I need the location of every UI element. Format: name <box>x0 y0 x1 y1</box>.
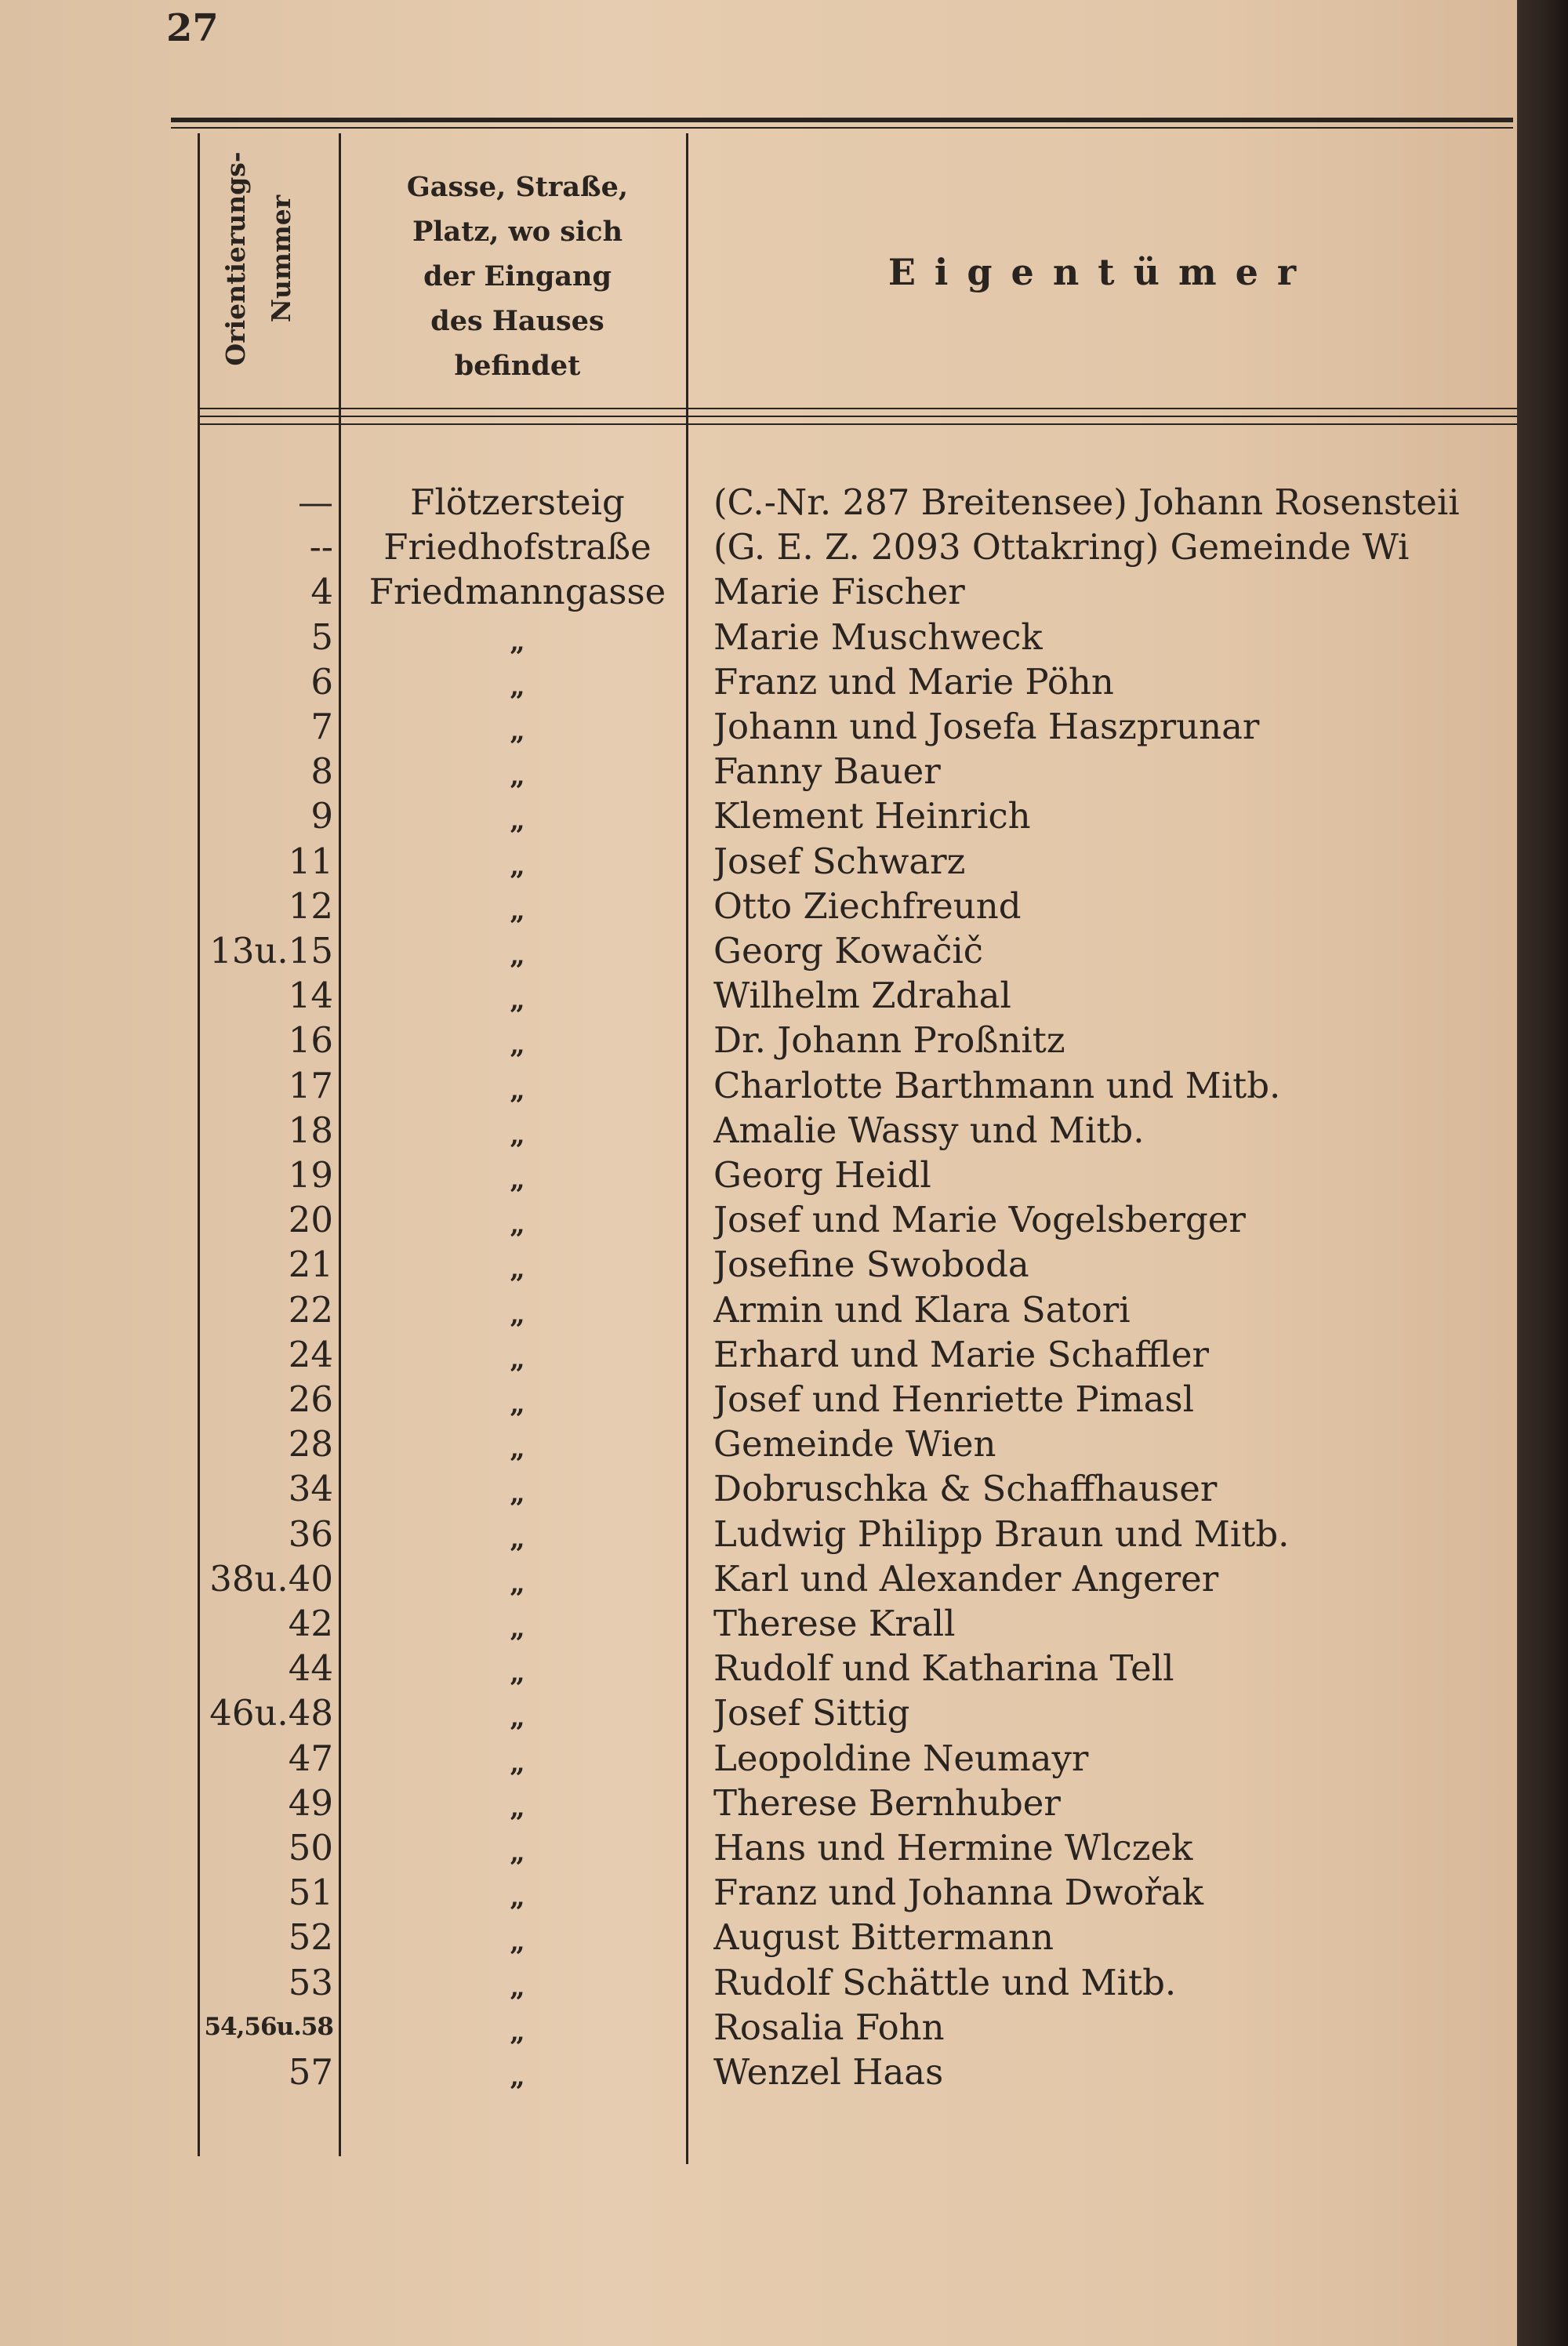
street-name: „ <box>510 1882 525 1914</box>
table-row <box>0 1556 1517 1601</box>
house-number: 19 <box>288 1154 333 1196</box>
house-number: 54,56u.58 <box>204 2012 333 2041</box>
top-rule-thin <box>171 127 1513 129</box>
table-row <box>0 2005 1517 2050</box>
header-owner-label: Eigentümer <box>887 251 1316 293</box>
house-number: 5 <box>310 616 333 658</box>
table-row <box>0 1332 1517 1377</box>
owner-name: Dr. Johann Proßnitz <box>713 1019 1065 1062</box>
table-row <box>0 1422 1517 1466</box>
owner-name: Erhard und Marie Schaffler <box>713 1333 1209 1375</box>
street-name: „ <box>510 626 525 658</box>
owner-name: Leopoldine Neumayr <box>713 1737 1089 1779</box>
table-row <box>0 1781 1517 1825</box>
house-number: 12 <box>288 884 333 927</box>
house-number: 36 <box>288 1513 333 1555</box>
table-row <box>0 1870 1517 1915</box>
owner-name: Georg Heidl <box>713 1154 931 1196</box>
house-number: 4 <box>310 571 333 613</box>
house-number: 16 <box>288 1019 333 1062</box>
house-number: 20 <box>288 1199 333 1241</box>
street-name: „ <box>510 1254 525 1286</box>
street-name: „ <box>510 985 525 1017</box>
house-number: 49 <box>288 1781 333 1824</box>
owner-name: Armin und Klara Satori <box>713 1288 1131 1331</box>
owner-name: Dobruschka & Schaffhauser <box>713 1468 1218 1510</box>
street-name: „ <box>510 1074 525 1106</box>
table-row <box>0 1377 1517 1422</box>
owner-name: Josef und Henriette Pimasl <box>713 1378 1195 1420</box>
owner-name: Therese Bernhuber <box>713 1781 1061 1824</box>
street-name: „ <box>510 1792 525 1824</box>
table-row <box>0 884 1517 928</box>
owner-name: Josef Schwarz <box>713 840 966 882</box>
street-name: „ <box>510 1613 525 1644</box>
street-name: „ <box>510 1164 525 1196</box>
owner-name: Rosalia Fohn <box>713 2006 945 2048</box>
owner-name: Karl und Alexander Angerer <box>713 1557 1219 1600</box>
owner-name: Ludwig Philipp Braun und Mitb. <box>713 1513 1290 1555</box>
street-name: „ <box>510 1837 525 1868</box>
table-row <box>0 1197 1517 1242</box>
table-row <box>0 794 1517 838</box>
street-name: „ <box>510 1523 525 1555</box>
table-row <box>0 615 1517 659</box>
street-name: „ <box>510 1702 525 1734</box>
table-row <box>0 1690 1517 1735</box>
house-number: 47 <box>288 1737 333 1779</box>
street-name: „ <box>510 940 525 971</box>
house-number: 42 <box>288 1603 333 1644</box>
owner-name: Klement Heinrich <box>713 795 1031 837</box>
table-row <box>0 704 1517 749</box>
street-name: „ <box>510 1343 525 1375</box>
table-row <box>0 1512 1517 1556</box>
owner-name: August Bittermann <box>713 1916 1054 1959</box>
table-row <box>0 569 1517 614</box>
table-row <box>0 1108 1517 1153</box>
street-name: „ <box>510 1433 525 1465</box>
table-row <box>0 1646 1517 1690</box>
house-number: 9 <box>310 795 333 837</box>
house-number: 11 <box>288 840 333 882</box>
street-name: „ <box>510 716 525 747</box>
house-number: 24 <box>288 1333 333 1375</box>
top-rule <box>171 118 1513 122</box>
header-rule-3 <box>200 423 1517 425</box>
owner-name: Charlotte Barthmann und Mitb. <box>713 1064 1281 1106</box>
table-row <box>0 839 1517 884</box>
table-row <box>0 1018 1517 1062</box>
street-name: „ <box>510 1209 525 1241</box>
table-row <box>0 2050 1517 2094</box>
street-name: „ <box>510 1971 525 2003</box>
house-number: 22 <box>288 1288 333 1331</box>
table-row <box>0 1466 1517 1511</box>
header-number-column <box>200 133 318 384</box>
house-number: 17 <box>288 1064 333 1106</box>
street-name: „ <box>510 895 525 927</box>
street-name: „ <box>510 1478 525 1510</box>
street-name: „ <box>510 1298 525 1331</box>
owner-name: Fanny Bauer <box>713 750 941 793</box>
street-name: „ <box>510 850 525 882</box>
street-name: Friedhofstraße <box>383 526 652 568</box>
header-street-column <box>345 165 690 388</box>
street-name: „ <box>510 1567 525 1600</box>
owner-name: Josefine Swoboda <box>713 1244 1029 1286</box>
owner-name: Rudolf Schättle und Mitb. <box>713 1961 1177 2003</box>
owner-name: Josef und Marie Vogelsberger <box>713 1199 1246 1241</box>
owner-name: Josef Sittig <box>713 1692 910 1734</box>
owner-name: (C.-Nr. 287 Breitensee) Johann Rosensteii <box>713 481 1460 523</box>
house-number: 50 <box>288 1827 333 1868</box>
street-name: Flötzersteig <box>410 481 625 523</box>
house-number: 18 <box>288 1109 333 1151</box>
table-row <box>0 1736 1517 1781</box>
owner-name: Marie Fischer <box>713 571 965 613</box>
street-name: „ <box>510 1747 525 1779</box>
owner-name: Amalie Wassy und Mitb. <box>713 1109 1145 1151</box>
house-number: 28 <box>288 1423 333 1465</box>
street-name: „ <box>510 1389 525 1420</box>
house-number: 14 <box>288 975 333 1017</box>
header-number-label: Orientierungs- Nummer <box>220 151 296 366</box>
table-row <box>0 1601 1517 1646</box>
house-number: 46u.48 <box>209 1692 333 1734</box>
house-number: 13u.15 <box>209 930 333 971</box>
table-row <box>0 973 1517 1018</box>
house-number: 57 <box>288 2051 333 2093</box>
table-row <box>0 928 1517 973</box>
house-number: 26 <box>288 1378 333 1420</box>
house-number: 7 <box>310 706 333 747</box>
table-row <box>0 525 1517 569</box>
table-row <box>0 1915 1517 1959</box>
owner-name: Hans und Hermine Wlczek <box>713 1827 1193 1868</box>
street-name: „ <box>510 761 525 793</box>
house-number: 34 <box>288 1468 333 1510</box>
owner-name: Marie Muschweck <box>713 616 1043 658</box>
owner-name: Rudolf und Katharina Tell <box>713 1647 1174 1690</box>
owner-name: Wilhelm Zdrahal <box>713 975 1011 1017</box>
street-name: „ <box>510 1119 525 1151</box>
house-number: 6 <box>310 660 333 703</box>
table-row <box>0 480 1517 525</box>
house-number: 21 <box>288 1244 333 1286</box>
owner-name: Wenzel Haas <box>713 2051 944 2093</box>
header-street-label: Gasse, Straße, Platz, wo sich der Eingang des Hauses befindet <box>406 171 629 382</box>
house-number: 44 <box>288 1647 333 1690</box>
owner-name: Therese Krall <box>713 1603 956 1644</box>
house-number: — <box>298 481 333 523</box>
street-name: „ <box>510 2061 525 2093</box>
owner-name: Franz und Johanna Dwořak <box>713 1872 1203 1914</box>
table-row <box>0 1287 1517 1332</box>
owner-name: (G. E. Z. 2093 Ottakring) Gemeinde Wi <box>713 526 1410 568</box>
header-rule-2 <box>200 416 1517 417</box>
page-number: 27 <box>166 6 219 50</box>
owner-name: Georg Kowačič <box>713 930 983 971</box>
house-number: 38u.40 <box>209 1557 333 1600</box>
table-row <box>0 1153 1517 1197</box>
house-number: 53 <box>288 1961 333 2003</box>
page-edge <box>1517 0 1568 2346</box>
street-name: „ <box>510 1927 525 1959</box>
street-name: „ <box>510 1658 525 1690</box>
owner-name: Gemeinde Wien <box>713 1423 996 1465</box>
house-number: -- <box>309 526 333 568</box>
header-rule <box>200 408 1517 409</box>
street-name: „ <box>510 670 525 703</box>
street-name: Friedmanngasse <box>368 571 666 613</box>
table-row <box>0 1063 1517 1108</box>
table-row <box>0 659 1517 704</box>
owner-name: Otto Ziechfreund <box>713 884 1022 927</box>
street-name: „ <box>510 1030 525 1062</box>
owner-name: Franz und Marie Pöhn <box>713 660 1114 703</box>
table-row <box>0 1960 1517 2005</box>
table-row <box>0 749 1517 794</box>
table-row <box>0 1242 1517 1287</box>
owner-name: Johann und Josefa Haszprunar <box>713 706 1260 747</box>
house-number: 51 <box>288 1872 333 1914</box>
street-name: „ <box>510 805 525 837</box>
street-name: „ <box>510 2016 525 2048</box>
house-number: 8 <box>310 750 333 793</box>
house-number: 52 <box>288 1916 333 1959</box>
table-row <box>0 1825 1517 1870</box>
